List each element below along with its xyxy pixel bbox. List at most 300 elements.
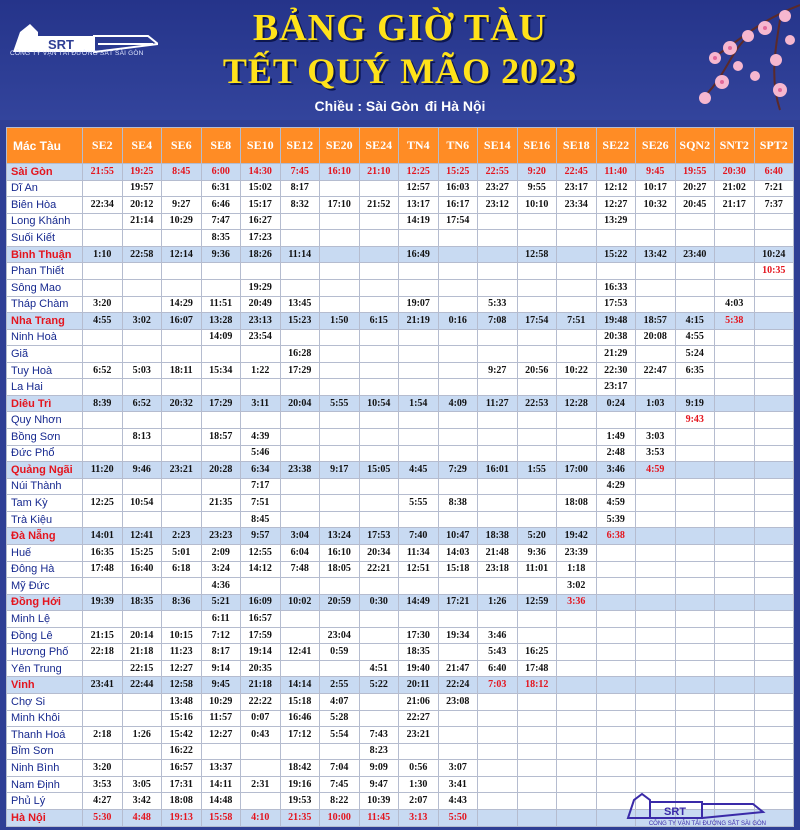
time-cell: 8:32 [280,197,320,214]
time-cell [754,395,794,412]
station-name: Bình Thuận [7,246,83,263]
time-cell [83,429,123,446]
time-cell: 0:30 [359,594,399,611]
time-cell: 7:03 [478,677,518,694]
time-cell [438,362,478,379]
time-cell: 19:57 [122,180,162,197]
time-cell: 21:48 [478,544,518,561]
station-name: Chợ Si [7,694,83,711]
time-cell: 7:47 [201,213,241,230]
time-cell [241,412,281,429]
time-cell: 20:04 [280,395,320,412]
time-cell [636,660,676,677]
time-cell [162,379,202,396]
time-cell: 17:21 [438,594,478,611]
time-cell: 6:52 [83,362,123,379]
time-cell: 12:25 [83,495,123,512]
time-cell [320,445,360,462]
time-cell [201,379,241,396]
time-cell: 22:15 [122,660,162,677]
train-header-se4: SE4 [122,128,162,164]
time-cell [754,462,794,479]
time-cell: 10:15 [162,627,202,644]
time-cell: 16:57 [241,611,281,628]
time-cell: 0:56 [399,760,439,777]
time-cell [754,611,794,628]
time-cell [478,760,518,777]
time-cell [754,495,794,512]
train-header-se26: SE26 [636,128,676,164]
time-cell [557,213,597,230]
table-row [7,230,794,247]
time-cell [715,346,755,363]
time-cell [399,329,439,346]
time-cell: 8:35 [201,230,241,247]
time-cell: 20:11 [399,677,439,694]
time-cell [359,329,399,346]
time-cell: 15:18 [280,694,320,711]
time-cell: 1:22 [241,362,281,379]
time-cell [636,263,676,280]
table-row [7,611,794,628]
time-cell [399,611,439,628]
time-cell [517,694,557,711]
time-cell: 6:31 [201,180,241,197]
time-cell [675,511,715,528]
time-cell [636,346,676,363]
time-cell: 14:49 [399,594,439,611]
time-cell: 9:43 [675,412,715,429]
time-cell [754,429,794,446]
time-cell [122,478,162,495]
station-name: Quảng Ngãi [7,462,83,479]
time-cell [517,296,557,313]
time-cell: 16:35 [83,544,123,561]
time-cell: 5:39 [596,511,636,528]
time-cell: 14:19 [399,213,439,230]
time-cell [399,263,439,280]
time-cell [320,362,360,379]
time-cell: 7:43 [359,727,399,744]
time-cell: 17:31 [162,776,202,793]
table-row [7,395,794,412]
time-cell: 19:16 [280,776,320,793]
time-cell [201,263,241,280]
time-cell: 20:45 [675,197,715,214]
time-cell: 11:27 [478,395,518,412]
station-column-header: Mác Tàu [7,128,83,164]
time-cell [715,660,755,677]
time-cell [83,660,123,677]
time-cell [636,478,676,495]
time-cell [715,230,755,247]
time-cell [359,246,399,263]
time-cell: 17:10 [320,197,360,214]
station-name: Tam Kỳ [7,495,83,512]
time-cell [754,296,794,313]
time-cell: 12:27 [162,660,202,677]
time-cell [320,329,360,346]
time-cell: 11:01 [517,561,557,578]
train-header-se10: SE10 [241,128,281,164]
time-cell [636,743,676,760]
time-cell: 18:05 [320,561,360,578]
time-cell: 3:42 [122,793,162,810]
time-cell [399,362,439,379]
time-cell: 13:24 [320,528,360,545]
time-cell [675,462,715,479]
time-cell: 5:28 [320,710,360,727]
time-cell: 11:40 [596,164,636,181]
station-name: Yên Trung [7,660,83,677]
time-cell: 3:53 [83,776,123,793]
time-cell: 2:48 [596,445,636,462]
time-cell: 10:32 [636,197,676,214]
time-cell [754,660,794,677]
time-cell: 7:45 [280,164,320,181]
time-cell [320,279,360,296]
time-cell [359,445,399,462]
station-name: Diêu Trì [7,395,83,412]
station-name: Nam Định [7,776,83,793]
time-cell: 17:30 [399,627,439,644]
time-cell [675,627,715,644]
time-cell [359,429,399,446]
time-cell: 4:55 [83,313,123,330]
time-cell [557,710,597,727]
time-cell: 17:53 [359,528,399,545]
time-cell [280,660,320,677]
time-cell [557,329,597,346]
time-cell: 17:54 [517,313,557,330]
time-cell: 6:00 [201,164,241,181]
time-cell [754,478,794,495]
time-cell: 19:55 [675,164,715,181]
table-row [7,561,794,578]
time-cell: 3:46 [596,462,636,479]
time-cell [754,412,794,429]
time-cell: 22:27 [399,710,439,727]
time-cell: 4:39 [241,429,281,446]
time-cell [122,760,162,777]
time-cell: 4:43 [438,793,478,810]
time-cell [754,710,794,727]
time-cell [122,263,162,280]
time-cell: 12:41 [280,644,320,661]
time-cell [399,578,439,595]
time-cell [517,478,557,495]
time-cell [320,230,360,247]
station-name: Mỹ Đức [7,578,83,595]
time-cell [675,594,715,611]
time-cell [675,611,715,628]
time-cell [201,412,241,429]
time-cell [636,230,676,247]
time-cell [122,346,162,363]
time-cell: 15:17 [241,197,281,214]
time-cell: 1:54 [399,395,439,412]
time-cell: 1:18 [557,561,597,578]
time-cell [517,495,557,512]
time-cell: 4:29 [596,478,636,495]
time-cell [754,627,794,644]
time-cell [715,362,755,379]
time-cell: 3:41 [438,776,478,793]
time-cell [754,743,794,760]
footer-logo-abbr: SRT [664,806,686,818]
time-cell [359,478,399,495]
table-row [7,362,794,379]
time-cell [517,511,557,528]
time-cell [280,578,320,595]
time-cell: 23:12 [478,197,518,214]
time-cell: 21:18 [122,644,162,661]
time-cell [478,776,518,793]
table-row [7,197,794,214]
time-cell: 14:29 [162,296,202,313]
table-row [7,743,794,760]
time-cell [83,611,123,628]
time-cell: 16:22 [162,743,202,760]
train-header-se24: SE24 [359,128,399,164]
time-cell [715,760,755,777]
time-cell: 9:27 [162,197,202,214]
table-row [7,511,794,528]
time-cell [675,528,715,545]
time-cell [438,412,478,429]
time-cell: 10:02 [280,594,320,611]
table-row [7,660,794,677]
time-cell: 14:09 [201,329,241,346]
train-header-sqn2: SQN2 [675,128,715,164]
time-cell: 22:34 [83,197,123,214]
time-cell [596,544,636,561]
station-name: Ninh Hoà [7,329,83,346]
time-cell: 11:45 [359,809,399,826]
time-cell [83,412,123,429]
time-cell: 20:34 [359,544,399,561]
table-row [7,412,794,429]
time-cell [754,644,794,661]
time-cell [438,230,478,247]
time-cell [83,478,123,495]
time-cell: 12:41 [122,528,162,545]
time-cell: 9:45 [636,164,676,181]
time-cell: 7:51 [557,313,597,330]
time-cell [517,329,557,346]
time-cell [557,412,597,429]
time-cell: 6:11 [201,611,241,628]
time-cell [478,511,518,528]
time-cell [715,544,755,561]
time-cell [557,677,597,694]
time-cell: 21:35 [201,495,241,512]
time-cell: 9:47 [359,776,399,793]
time-cell [122,329,162,346]
time-cell: 21:19 [399,313,439,330]
table-row [7,263,794,280]
time-cell [399,279,439,296]
time-cell [557,627,597,644]
time-cell: 3:46 [478,627,518,644]
time-cell [636,677,676,694]
time-cell: 23:21 [399,727,439,744]
time-cell [438,511,478,528]
time-cell [438,727,478,744]
time-cell [478,710,518,727]
time-cell [320,478,360,495]
time-cell [715,743,755,760]
time-cell [596,677,636,694]
time-cell: 2:09 [201,544,241,561]
time-cell: 18:26 [241,246,281,263]
time-cell [162,578,202,595]
time-cell [754,346,794,363]
time-cell [557,478,597,495]
time-cell [399,429,439,446]
time-cell [359,213,399,230]
time-cell [517,743,557,760]
time-cell: 16:17 [438,197,478,214]
time-cell: 0:07 [241,710,281,727]
time-cell [438,346,478,363]
time-cell [122,296,162,313]
time-cell [162,279,202,296]
time-cell: 9:14 [201,660,241,677]
time-cell [675,230,715,247]
time-cell [280,511,320,528]
time-cell: 15:42 [162,727,202,744]
time-cell [399,379,439,396]
time-cell [517,263,557,280]
time-cell: 10:29 [162,213,202,230]
time-cell: 12:28 [557,395,597,412]
time-cell: 7:40 [399,528,439,545]
time-cell [596,263,636,280]
time-cell: 1:26 [122,727,162,744]
time-cell [754,230,794,247]
time-cell [675,296,715,313]
table-row [7,677,794,694]
table-row [7,594,794,611]
time-cell [754,594,794,611]
table-row [7,694,794,711]
time-cell: 2:55 [320,677,360,694]
table-row [7,462,794,479]
time-cell [280,478,320,495]
time-cell: 14:14 [280,677,320,694]
time-cell [162,429,202,446]
time-cell [399,230,439,247]
time-cell: 4:45 [399,462,439,479]
time-cell: 4:15 [675,313,715,330]
time-cell: 18:42 [280,760,320,777]
time-cell [715,611,755,628]
time-cell: 19:25 [122,164,162,181]
table-row [7,445,794,462]
time-cell [359,346,399,363]
time-cell [478,478,518,495]
time-cell [438,578,478,595]
time-cell: 15:25 [438,164,478,181]
time-cell [675,213,715,230]
time-cell: 7:17 [241,478,281,495]
time-cell [359,644,399,661]
time-cell [438,710,478,727]
time-cell: 20:56 [517,362,557,379]
time-cell: 5:20 [517,528,557,545]
time-cell [83,743,123,760]
time-cell [715,395,755,412]
time-cell [675,727,715,744]
time-cell [715,379,755,396]
time-cell [478,213,518,230]
time-cell: 16:57 [162,760,202,777]
time-cell [636,727,676,744]
time-cell [241,263,281,280]
time-cell: 1:50 [320,313,360,330]
time-cell [280,429,320,446]
time-cell [280,279,320,296]
time-cell [675,760,715,777]
time-cell [596,743,636,760]
time-cell [162,445,202,462]
time-cell: 4:07 [320,694,360,711]
time-cell: 11:20 [83,462,123,479]
time-cell: 10:29 [201,694,241,711]
time-cell [201,279,241,296]
time-cell [83,578,123,595]
time-cell [517,727,557,744]
time-cell: 12:27 [201,727,241,744]
time-cell: 5:03 [122,362,162,379]
time-cell [675,710,715,727]
header-banner [0,0,800,120]
time-cell: 23:41 [83,677,123,694]
time-cell [241,379,281,396]
time-cell: 1:03 [636,395,676,412]
time-cell [399,511,439,528]
time-cell: 20:28 [201,462,241,479]
time-cell: 1:55 [517,462,557,479]
train-header-se14: SE14 [478,128,518,164]
time-cell [438,379,478,396]
table-row [7,246,794,263]
time-cell [83,379,123,396]
time-cell [715,329,755,346]
time-cell [636,694,676,711]
time-cell [636,710,676,727]
time-cell: 8:39 [83,395,123,412]
page-subtitle-year: TẾT QUÝ MÃO 2023 [222,51,578,91]
time-cell: 22:44 [122,677,162,694]
time-cell [438,445,478,462]
time-cell: 18:35 [122,594,162,611]
time-cell [280,329,320,346]
time-cell [557,743,597,760]
time-cell: 21:06 [399,694,439,711]
time-cell [320,379,360,396]
time-cell: 7:48 [280,561,320,578]
time-cell: 17:53 [596,296,636,313]
time-cell [320,611,360,628]
time-cell: 10:10 [517,197,557,214]
time-cell [201,478,241,495]
time-cell: 10:00 [320,809,360,826]
time-cell [280,263,320,280]
station-name: Biên Hòa [7,197,83,214]
time-cell [517,776,557,793]
